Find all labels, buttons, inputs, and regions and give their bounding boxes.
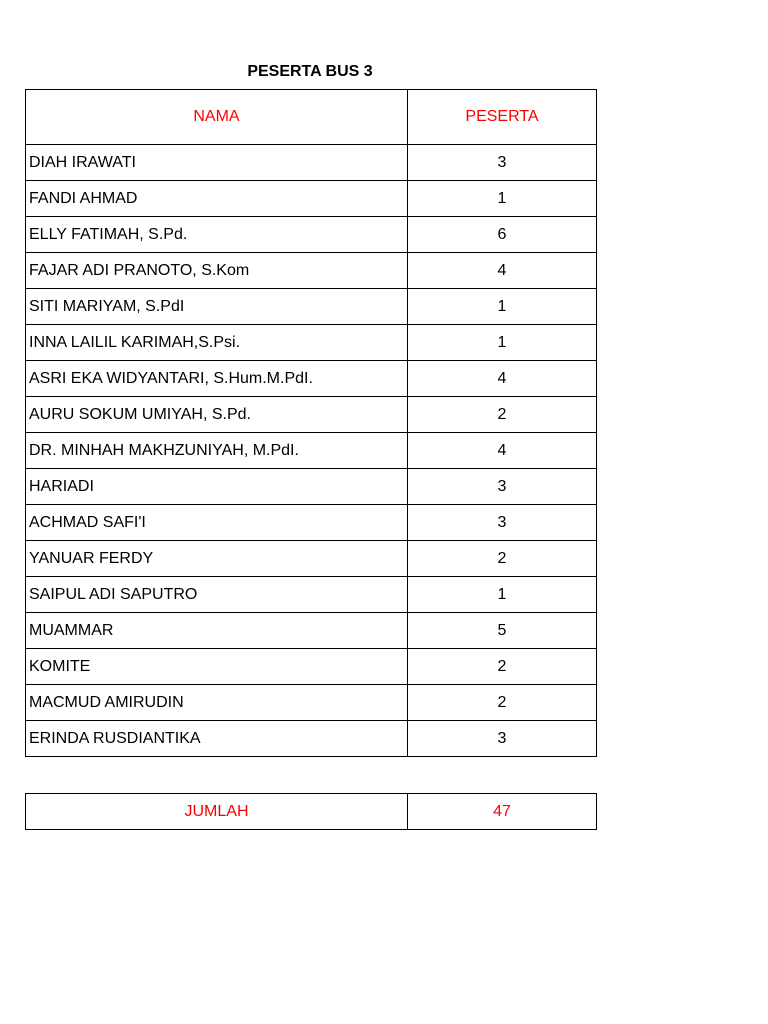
participant-count: 5 <box>408 613 597 649</box>
table-row <box>26 289 597 325</box>
participant-count: 4 <box>408 253 597 289</box>
table-row <box>26 325 597 361</box>
table-row <box>26 541 597 577</box>
participant-name: MUAMMAR <box>26 613 408 649</box>
table-row <box>26 253 597 289</box>
table-row <box>26 181 597 217</box>
participant-name: ELLY FATIMAH, S.Pd. <box>26 217 408 253</box>
column-header-peserta: PESERTA <box>408 90 597 145</box>
participant-name: FANDI AHMAD <box>26 181 408 217</box>
participant-name: FAJAR ADI PRANOTO, S.Kom <box>26 253 408 289</box>
participant-name: SAIPUL ADI SAPUTRO <box>26 577 408 613</box>
participant-count: 3 <box>408 721 597 757</box>
total-table <box>25 793 597 830</box>
total-row <box>26 794 597 830</box>
table-row <box>26 649 597 685</box>
participant-count: 1 <box>408 289 597 325</box>
total-value: 47 <box>408 794 597 830</box>
table-row <box>26 685 597 721</box>
table-row <box>26 397 597 433</box>
total-label: JUMLAH <box>26 794 408 830</box>
table-row <box>26 577 597 613</box>
participant-count: 2 <box>408 685 597 721</box>
column-header-nama: NAMA <box>26 90 408 145</box>
participant-name: YANUAR FERDY <box>26 541 408 577</box>
participant-name: ASRI EKA WIDYANTARI, S.Hum.M.PdI. <box>26 361 408 397</box>
participant-count: 1 <box>408 181 597 217</box>
table-row <box>26 721 597 757</box>
participant-count: 1 <box>408 325 597 361</box>
table-row <box>26 217 597 253</box>
participant-count: 1 <box>408 577 597 613</box>
participant-name: AURU SOKUM UMIYAH, S.Pd. <box>26 397 408 433</box>
table-row <box>26 433 597 469</box>
participant-count: 3 <box>408 469 597 505</box>
participant-name: SITI MARIYAM, S.PdI <box>26 289 408 325</box>
participant-count: 3 <box>408 145 597 181</box>
participants-table <box>25 89 597 757</box>
participant-count: 4 <box>408 433 597 469</box>
participant-name: ACHMAD SAFI'I <box>26 505 408 541</box>
participant-name: ERINDA RUSDIANTIKA <box>26 721 408 757</box>
participant-count: 3 <box>408 505 597 541</box>
table-row <box>26 361 597 397</box>
table-header-row <box>26 90 597 145</box>
participant-count: 2 <box>408 649 597 685</box>
table-row <box>26 145 597 181</box>
table-row <box>26 505 597 541</box>
table-row <box>26 469 597 505</box>
participant-name: KOMITE <box>26 649 408 685</box>
participant-name: INNA LAILIL KARIMAH,S.Psi. <box>26 325 408 361</box>
table-row <box>26 613 597 649</box>
participant-name: HARIADI <box>26 469 408 505</box>
participant-count: 4 <box>408 361 597 397</box>
participant-name: DIAH IRAWATI <box>26 145 408 181</box>
participant-name: MACMUD AMIRUDIN <box>26 685 408 721</box>
participant-count: 2 <box>408 397 597 433</box>
participant-count: 2 <box>408 541 597 577</box>
page-title: PESERTA BUS 3 <box>247 63 373 80</box>
participant-name: DR. MINHAH MAKHZUNIYAH, M.PdI. <box>26 433 408 469</box>
participant-count: 6 <box>408 217 597 253</box>
